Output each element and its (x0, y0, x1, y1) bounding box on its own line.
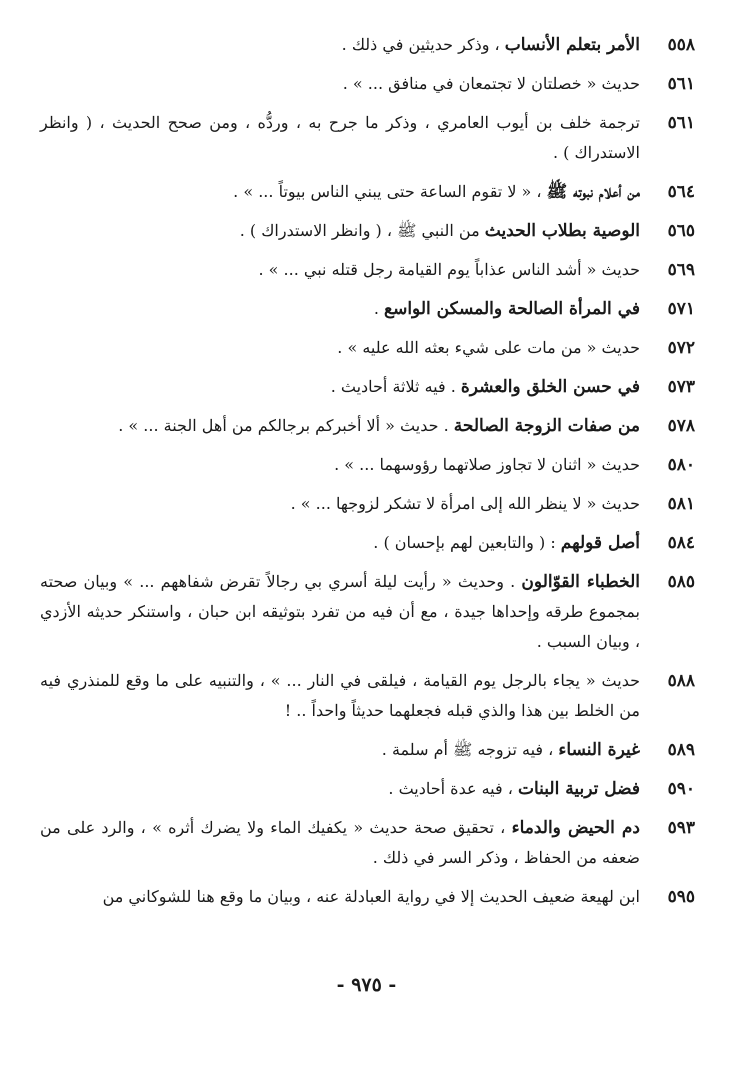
entry-page-number: ٥٦٩ (667, 260, 695, 280)
entry-text (40, 666, 640, 726)
entry-heading: الأمر بتعلم الأنساب (504, 35, 640, 55)
entry-text (40, 489, 640, 519)
entry-description: ، « لا تقوم الساعة حتى يبني الناس بيوتاً ... » . (233, 182, 547, 201)
entry-text (40, 30, 640, 60)
index-entry (40, 528, 695, 558)
entry-page-number: ٥٨٤ (667, 533, 695, 553)
page-number: - ٩٧٥ - (336, 974, 397, 996)
entry-text (40, 882, 640, 912)
index-entry (40, 108, 695, 168)
entry-text (40, 216, 640, 246)
entry-page-number: ٥٨٠ (667, 455, 695, 475)
entry-page-number: ٥٥٨ (667, 35, 695, 55)
entry-text (40, 411, 640, 441)
index-entry (40, 69, 695, 99)
entry-page-number: ٥٦١ (667, 74, 695, 94)
entry-description: حديث « اثنان لا تجاوز صلاتهما رؤوسهما ... » . (334, 455, 640, 474)
entry-text (40, 255, 640, 285)
index-entry (40, 567, 695, 657)
entry-heading: من أعلام نبوته ﷺ (546, 182, 640, 202)
entry-description: من النبي ﷺ ، ( وانظر الاستدراك ) . (239, 221, 485, 240)
entry-text (40, 528, 640, 558)
entry-text (40, 372, 640, 402)
entry-description: حديث « خصلتان لا تجتمعان في منافق ... » . (342, 74, 640, 93)
entry-heading: في المرأة الصالحة والمسكن الواسع (384, 299, 640, 319)
index-entry (40, 30, 695, 60)
index-entry (40, 813, 695, 873)
index-entries (40, 30, 695, 921)
entry-heading: دم الحيض والدماء (511, 818, 640, 838)
entry-description: . فيه ثلاثة أحاديث . (330, 377, 461, 396)
entry-description: : ( والتابعين لهم بإحسان ) . (373, 533, 561, 552)
entry-page-number: ٥٧٢ (667, 338, 695, 358)
index-entry (40, 333, 695, 363)
entry-text (40, 69, 640, 99)
entry-text (40, 333, 640, 363)
index-entry (40, 177, 695, 207)
entry-page-number: ٥٦٤ (667, 182, 695, 202)
entry-heading: في حسن الخلق والعشرة (460, 377, 640, 397)
entry-description: . (373, 299, 385, 318)
entry-page-number: ٥٧٣ (667, 377, 695, 397)
entry-text (40, 567, 640, 657)
entry-text (40, 450, 640, 480)
entry-heading: الخطباء القوّالون (521, 572, 640, 592)
index-entry (40, 255, 695, 285)
entry-page-number: ٥٩٠ (667, 779, 695, 799)
entry-text (40, 108, 640, 168)
index-entry (40, 666, 695, 726)
entry-description: حديث « يجاء بالرجل يوم القيامة ، فيلقى في النار ... » ، والتنبيه على ما وقع للمنذري فيه من الخلط بين هذا والذي قبله فجعلهما حديثاً واحداً .. ! (40, 671, 640, 720)
entry-text (40, 735, 640, 765)
index-entry (40, 735, 695, 765)
entry-description: ، تحقيق صحة حديث « يكفيك الماء ولا يضرك أثره » ، والرد على من ضعفه من الحفاظ ، وذكر السر في ذلك . (40, 818, 640, 867)
index-entry (40, 372, 695, 402)
entry-page-number: ٥٦٥ (667, 221, 695, 241)
entry-text (40, 294, 640, 324)
entry-page-number: ٥٧٨ (667, 416, 695, 436)
index-entry (40, 411, 695, 441)
entry-text (40, 813, 640, 873)
entry-description: حديث « لا ينظر الله إلى امرأة لا تشكر لزوجها ... » . (290, 494, 640, 513)
index-entry (40, 774, 695, 804)
entry-page-number: ٥٩٥ (667, 887, 695, 907)
entry-description: ترجمة خلف بن أيوب العامري ، وذكر ما جرح به ، وردُّه ، ومن صحح الحديث ، ( وانظر الاستدراك ) . (40, 113, 640, 162)
entry-page-number: ٥٨٩ (667, 740, 695, 760)
entry-page-number: ٥٩٣ (667, 818, 695, 838)
entry-heading: أصل قولهم (560, 533, 640, 553)
entry-description: حديث « من مات على شيء بعثه الله عليه » . (337, 338, 640, 357)
index-entry (40, 882, 695, 912)
entry-description: حديث « أشد الناس عذاباً يوم القيامة رجل قتله نبي ... » . (258, 260, 640, 279)
entry-page-number: ٥٧١ (667, 299, 695, 319)
index-entry (40, 450, 695, 480)
entry-heading: الوصية بطلاب الحديث (484, 221, 640, 241)
entry-description: ، وذكر حديثين في ذلك . (341, 35, 505, 54)
entry-page-number: ٥٨٨ (667, 671, 695, 691)
entry-heading: غيرة النساء (558, 740, 640, 760)
index-entry (40, 216, 695, 246)
entry-heading: من صفات الزوجة الصالحة (453, 416, 640, 436)
entry-text (40, 177, 640, 207)
entry-description: ، فيه عدة أحاديث . (388, 779, 518, 798)
index-entry (40, 489, 695, 519)
entry-page-number: ٥٦١ (667, 113, 695, 133)
entry-text (40, 774, 640, 804)
entry-description: ، فيه تزوجه ﷺ أم سلمة . (381, 740, 559, 759)
entry-page-number: ٥٨١ (667, 494, 695, 514)
entry-heading: فضل تربية البنات (517, 779, 640, 799)
index-entry (40, 294, 695, 324)
entry-description: ابن لهيعة ضعيف الحديث إلا في رواية العبادلة عنه ، وبيان ما وقع هنا للشوكاني من (102, 887, 640, 906)
entry-page-number: ٥٨٥ (667, 572, 695, 592)
entry-description: . وحديث « رأيت ليلة أسري بي رجالاً تقرض شفاههم ... » وبيان صحته بمجموع طرقه وإحداها جيدة ، مع أن فيه من تفرد بتوثيقه ابن حبان ، واستنكر حديثه الأزدي ، وبيان السبب . (40, 572, 640, 651)
entry-description: . حديث « ألا أخبركم برجالكم من أهل الجنة ... » . (118, 416, 454, 435)
